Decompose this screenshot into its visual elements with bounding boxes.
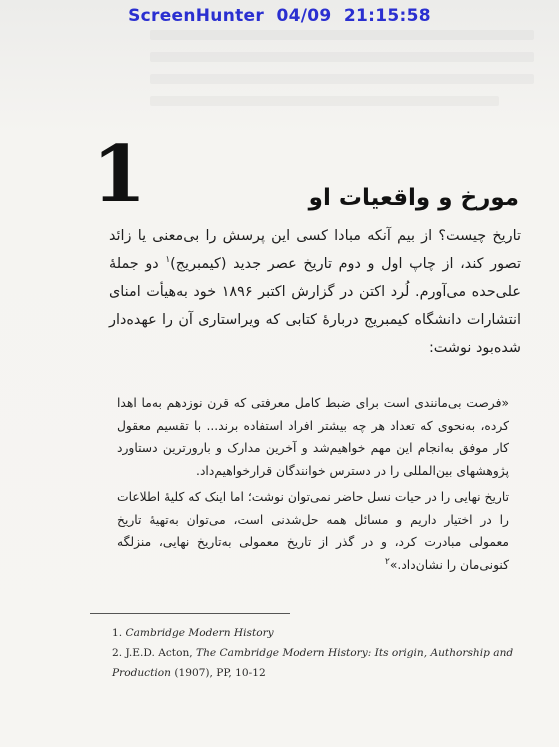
footnote-2-number: 2. <box>112 647 123 659</box>
intro-text-part-1: تاریخ چیست؟ از بیم آنکه مبادا کسی این پرسش را بی‌معنی یا زائد تصور کند، از چاپ اول و دوم تاریخ عصر جدید (کیمبریج) <box>109 228 522 272</box>
quote-paragraph-2-text: تاریخ نهایی را در حیات نسل حاضر نمی‌توان نوشت؛ اما اینک که کلیهٔ اطلاعات را در اختیار داریم و مسائل همه حل‌شدنی است، می‌توان به‌تهیهٔ تاریخ معمولی مبادرت کرد، و در گذر از تاریخ معمولی به‌تاریخ نهایی، منزلگه کنونی‌مان را نشان‌داد.» <box>117 490 509 572</box>
bleed-through-line <box>150 74 534 84</box>
quote-paragraph-2 <box>117 486 509 576</box>
footnote-ref-1: ۱ <box>165 255 171 266</box>
footnote-ref-2: ۲ <box>385 556 390 567</box>
bleed-through-line <box>150 30 534 40</box>
footnote-divider <box>90 613 290 614</box>
intro-text-part-2: دو جملهٔ علی‌حده می‌آورم. لُرد اکتن در گزارش اکتبر ۱۸۹۶ خود به‌هیأت امنای انتشارات دانشگاه کیمبریج دربارهٔ کتابی که ویراستاری آن را عهده‌دار شده‌بود نوشت: <box>109 256 521 356</box>
footnote-2-author: J.E.D. Acton, <box>125 647 197 659</box>
block-quote <box>117 392 509 580</box>
footnote-2 <box>92 643 522 683</box>
bleed-through-line <box>150 96 499 106</box>
chapter-title: مورخ و واقعیات او <box>308 185 519 211</box>
bleed-through-line <box>150 52 534 62</box>
chapter-number: 1 <box>92 129 147 220</box>
capture-label: ScreenHunter 04/09 21:15:58 <box>128 6 431 26</box>
footnote-1-text: Cambridge Modern History <box>125 627 274 639</box>
footnotes <box>92 623 522 683</box>
footnote-1-number: 1. <box>112 627 123 639</box>
intro-text <box>109 222 521 362</box>
quote-paragraph-1: «فرصت بی‌مانندی است برای ضبط کامل معرفتی که قرن نوزدهم به‌ما اهدا کرده، به‌نحوی که تعداد هر چه بیشتر افراد استفاده برند... با تقسیم معقول کار موفق به‌انجام این مهم خواهیم‌شد و آخرین مدارک و بارورترین دستاورد پژوهشهای بین‌المللی را در دسترس خوانندگان قرارخواهیم‌داد. <box>117 396 509 478</box>
footnote-2-rest: (1907), PP, 10-12 <box>170 667 266 679</box>
footnote-1 <box>92 623 522 643</box>
intro-paragraph <box>109 222 521 362</box>
footnote-2-title: The Cambridge Modern History: Its origin, Authorship and Production <box>112 647 514 679</box>
